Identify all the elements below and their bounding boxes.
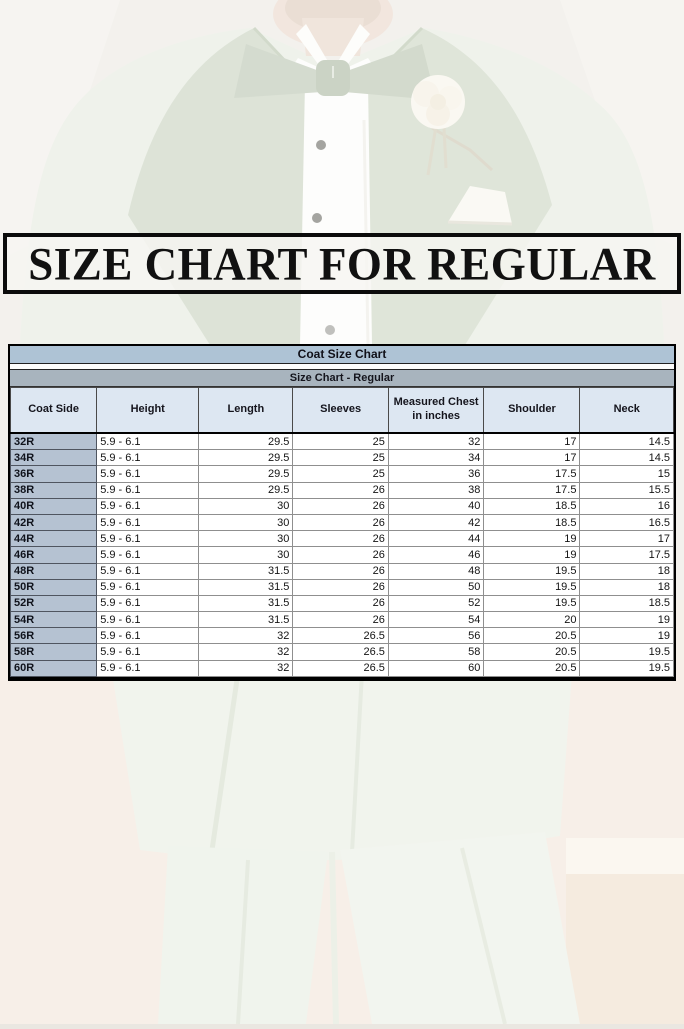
size-value-cell: 18.5 (484, 498, 580, 514)
size-value-cell: 26 (293, 579, 388, 595)
size-value-cell: 42 (388, 514, 483, 530)
size-value-cell: 16 (580, 498, 674, 514)
size-value-cell: 31.5 (199, 612, 293, 628)
size-code-cell: 50R (11, 579, 97, 595)
size-value-cell: 5.9 - 6.1 (97, 595, 199, 611)
size-value-cell: 29.5 (199, 433, 293, 450)
size-value-cell: 5.9 - 6.1 (97, 433, 199, 450)
table-row (11, 433, 674, 450)
size-value-cell: 20.5 (484, 628, 580, 644)
size-value-cell: 25 (293, 450, 388, 466)
size-code-cell: 42R (11, 514, 97, 530)
size-value-cell: 30 (199, 547, 293, 563)
size-value-cell: 31.5 (199, 579, 293, 595)
column-header: Shoulder (484, 388, 580, 434)
size-value-cell: 29.5 (199, 450, 293, 466)
size-value-cell: 26 (293, 498, 388, 514)
size-table-head-row (11, 388, 674, 434)
size-value-cell: 30 (199, 514, 293, 530)
column-header: Neck (580, 388, 674, 434)
size-value-cell: 5.9 - 6.1 (97, 531, 199, 547)
size-value-cell: 17 (484, 433, 580, 450)
size-value-cell: 26.5 (293, 660, 388, 676)
size-value-cell: 20.5 (484, 660, 580, 676)
size-value-cell: 26.5 (293, 644, 388, 660)
size-code-cell: 56R (11, 628, 97, 644)
size-value-cell: 32 (388, 433, 483, 450)
size-value-cell: 32 (199, 660, 293, 676)
size-value-cell: 19 (484, 547, 580, 563)
size-value-cell: 5.9 - 6.1 (97, 579, 199, 595)
size-value-cell: 50 (388, 579, 483, 595)
size-value-cell: 19.5 (580, 644, 674, 660)
size-value-cell: 15 (580, 466, 674, 482)
size-value-cell: 44 (388, 531, 483, 547)
column-header: Measured Chest in inches (388, 388, 483, 434)
size-code-cell: 54R (11, 612, 97, 628)
size-value-cell: 26 (293, 563, 388, 579)
size-value-cell: 17.5 (484, 482, 580, 498)
size-value-cell: 5.9 - 6.1 (97, 498, 199, 514)
size-code-cell: 48R (11, 563, 97, 579)
size-value-cell: 25 (293, 433, 388, 450)
table-title: Coat Size Chart (10, 346, 674, 364)
size-value-cell: 5.9 - 6.1 (97, 450, 199, 466)
size-value-cell: 31.5 (199, 563, 293, 579)
size-value-cell: 25 (293, 466, 388, 482)
size-code-cell: 34R (11, 450, 97, 466)
size-value-cell: 48 (388, 563, 483, 579)
size-value-cell: 20 (484, 612, 580, 628)
size-value-cell: 5.9 - 6.1 (97, 644, 199, 660)
size-code-cell: 32R (11, 433, 97, 450)
size-value-cell: 26 (293, 482, 388, 498)
table-row (11, 531, 674, 547)
column-header: Length (199, 388, 293, 434)
size-value-cell: 31.5 (199, 595, 293, 611)
table-row (11, 579, 674, 595)
size-value-cell: 29.5 (199, 482, 293, 498)
size-value-cell: 52 (388, 595, 483, 611)
size-code-cell: 40R (11, 498, 97, 514)
size-value-cell: 17.5 (580, 547, 674, 563)
size-value-cell: 29.5 (199, 466, 293, 482)
size-table-body (11, 433, 674, 676)
table-subtitle: Size Chart - Regular (10, 370, 674, 387)
size-value-cell: 5.9 - 6.1 (97, 547, 199, 563)
size-value-cell: 40 (388, 498, 483, 514)
table-row (11, 450, 674, 466)
size-value-cell: 26 (293, 612, 388, 628)
table-row (11, 612, 674, 628)
size-value-cell: 16.5 (580, 514, 674, 530)
size-value-cell: 60 (388, 660, 483, 676)
size-value-cell: 36 (388, 466, 483, 482)
size-value-cell: 56 (388, 628, 483, 644)
size-value-cell: 18 (580, 563, 674, 579)
table-row (11, 563, 674, 579)
size-chart-banner (3, 233, 681, 294)
size-value-cell: 26 (293, 531, 388, 547)
size-value-cell: 26 (293, 547, 388, 563)
size-code-cell: 36R (11, 466, 97, 482)
table-row (11, 644, 674, 660)
table-row (11, 660, 674, 676)
size-code-cell: 44R (11, 531, 97, 547)
size-value-cell: 18 (580, 579, 674, 595)
size-code-cell: 38R (11, 482, 97, 498)
size-code-cell: 60R (11, 660, 97, 676)
size-value-cell: 19 (580, 628, 674, 644)
size-value-cell: 26 (293, 514, 388, 530)
size-value-cell: 46 (388, 547, 483, 563)
size-value-cell: 38 (388, 482, 483, 498)
size-value-cell: 18.5 (580, 595, 674, 611)
size-value-cell: 5.9 - 6.1 (97, 660, 199, 676)
column-header: Sleeves (293, 388, 388, 434)
size-value-cell: 19.5 (484, 595, 580, 611)
size-value-cell: 15.5 (580, 482, 674, 498)
size-value-cell: 58 (388, 644, 483, 660)
size-value-cell: 17 (580, 531, 674, 547)
size-value-cell: 30 (199, 531, 293, 547)
size-value-cell: 19 (484, 531, 580, 547)
size-value-cell: 17.5 (484, 466, 580, 482)
size-value-cell: 17 (484, 450, 580, 466)
table-row (11, 498, 674, 514)
table-row (11, 628, 674, 644)
size-value-cell: 32 (199, 628, 293, 644)
banner-title: SIZE CHART FOR REGULAR (28, 237, 656, 290)
size-value-cell: 5.9 - 6.1 (97, 482, 199, 498)
size-value-cell: 14.5 (580, 450, 674, 466)
size-value-cell: 18.5 (484, 514, 580, 530)
size-code-cell: 58R (11, 644, 97, 660)
size-value-cell: 19 (580, 612, 674, 628)
size-value-cell: 5.9 - 6.1 (97, 563, 199, 579)
size-value-cell: 54 (388, 612, 483, 628)
table-row (11, 547, 674, 563)
table-row (11, 595, 674, 611)
size-value-cell: 14.5 (580, 433, 674, 450)
size-value-cell: 20.5 (484, 644, 580, 660)
size-code-cell: 52R (11, 595, 97, 611)
size-value-cell: 34 (388, 450, 483, 466)
size-value-cell: 19.5 (484, 563, 580, 579)
coat-size-chart (8, 344, 676, 681)
size-value-cell: 5.9 - 6.1 (97, 628, 199, 644)
table-row (11, 466, 674, 482)
size-value-cell: 5.9 - 6.1 (97, 514, 199, 530)
size-value-cell: 19.5 (484, 579, 580, 595)
size-value-cell: 19.5 (580, 660, 674, 676)
size-value-cell: 5.9 - 6.1 (97, 612, 199, 628)
size-table (10, 387, 674, 677)
size-value-cell: 30 (199, 498, 293, 514)
table-row (11, 514, 674, 530)
column-header: Coat Side (11, 388, 97, 434)
size-value-cell: 32 (199, 644, 293, 660)
column-header: Height (97, 388, 199, 434)
size-value-cell: 5.9 - 6.1 (97, 466, 199, 482)
size-code-cell: 46R (11, 547, 97, 563)
size-value-cell: 26.5 (293, 628, 388, 644)
table-row (11, 482, 674, 498)
size-value-cell: 26 (293, 595, 388, 611)
